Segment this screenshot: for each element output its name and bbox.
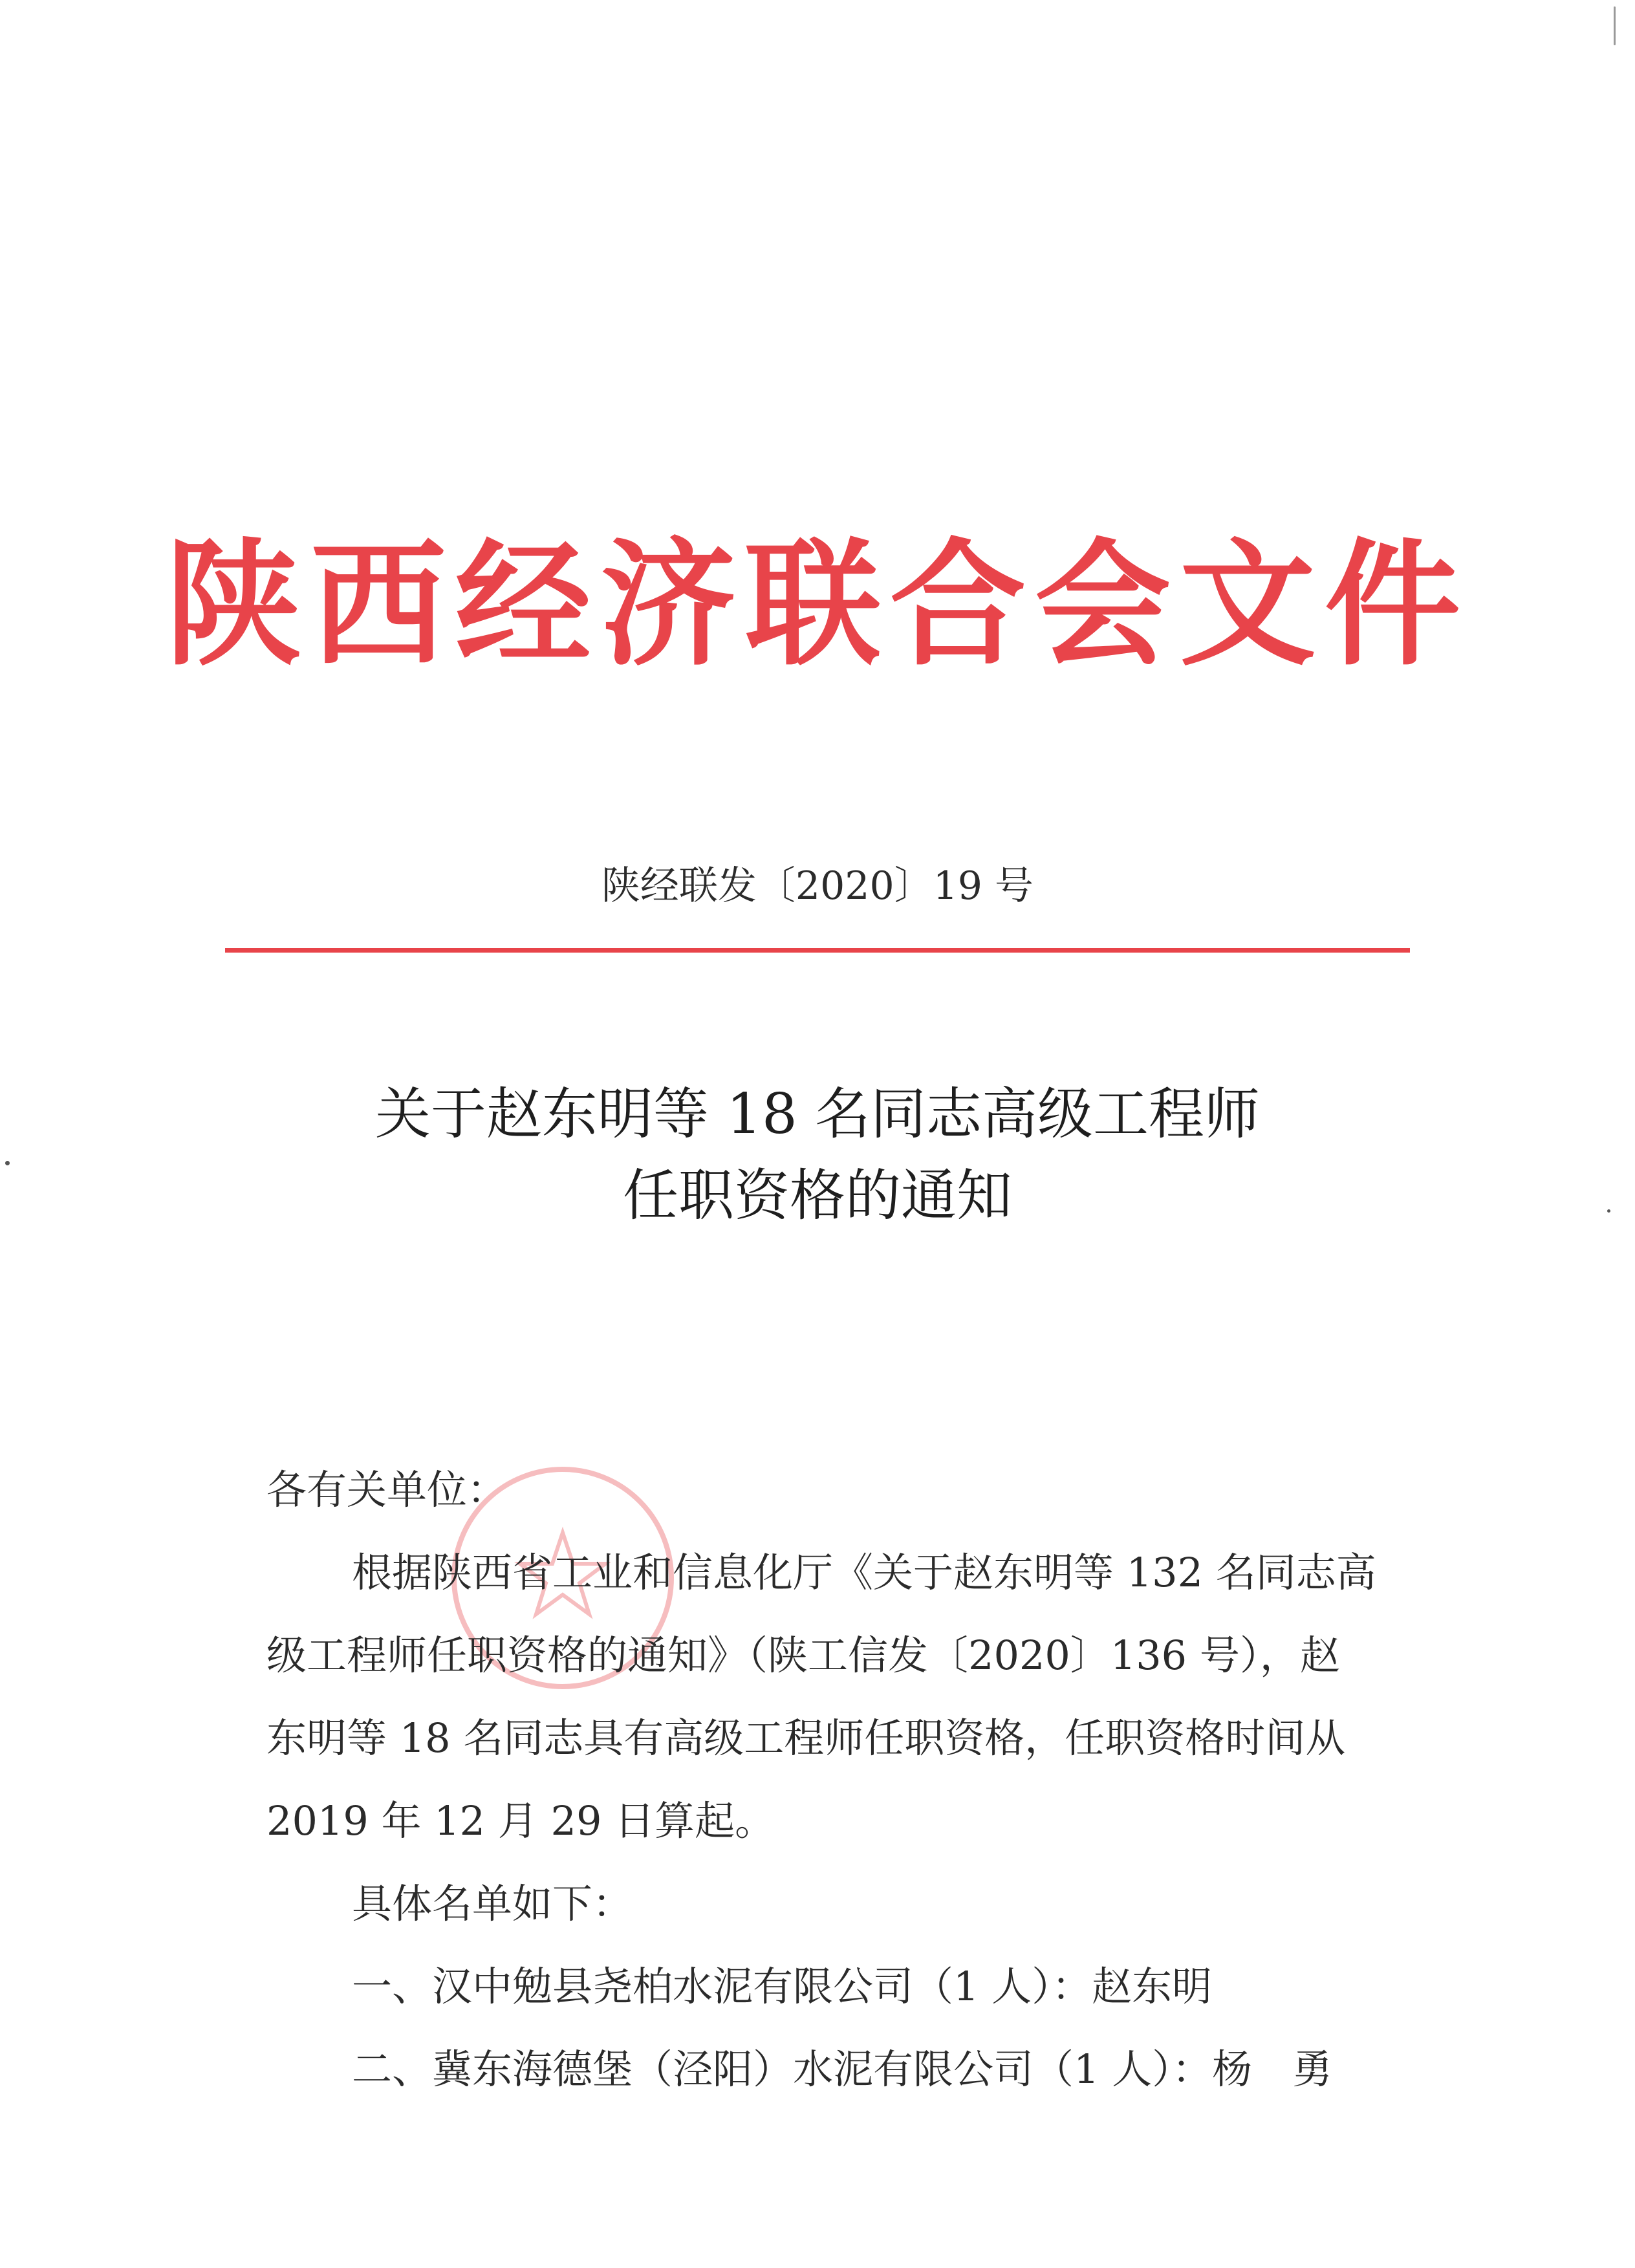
scan-edge-mark: [1614, 6, 1616, 45]
notice-title-line-1: 关于赵东明等 18 名同志高级工程师: [374, 1082, 1261, 1147]
notice-title-line-2: 任职资格的通知: [623, 1163, 1012, 1228]
notice-title: [0, 1074, 1635, 1237]
salutation: 各有关单位：: [266, 1466, 508, 1513]
list-item-1: 一、汉中勉县尧柏水泥有限公司（1 人）：赵东明: [352, 1963, 1213, 2010]
list-intro: 具体名单如下：: [352, 1880, 633, 1927]
scan-speck: [5, 1161, 10, 1165]
notice-body: [266, 1449, 1378, 2111]
document-header-title: 陕西经济联合会文件: [165, 524, 1469, 684]
scan-speck: [1607, 1209, 1610, 1213]
list-item-2: 二、冀东海德堡（泾阳）水泥有限公司（1 人）：杨 勇: [352, 2046, 1333, 2093]
red-divider-line: [225, 948, 1410, 953]
body-paragraph: 根据陕西省工业和信息化厅《关于赵东明等 132 名同志高级工程师任职资格的通知》（陕工信发〔2020〕136 号），赵东明等 18 名同志具有高级工程师任职资格，任职资格时间从 2019 年 12 月 29 日算起。: [266, 1549, 1376, 1844]
document-number: 陕经联发〔2020〕19 号: [601, 863, 1034, 909]
